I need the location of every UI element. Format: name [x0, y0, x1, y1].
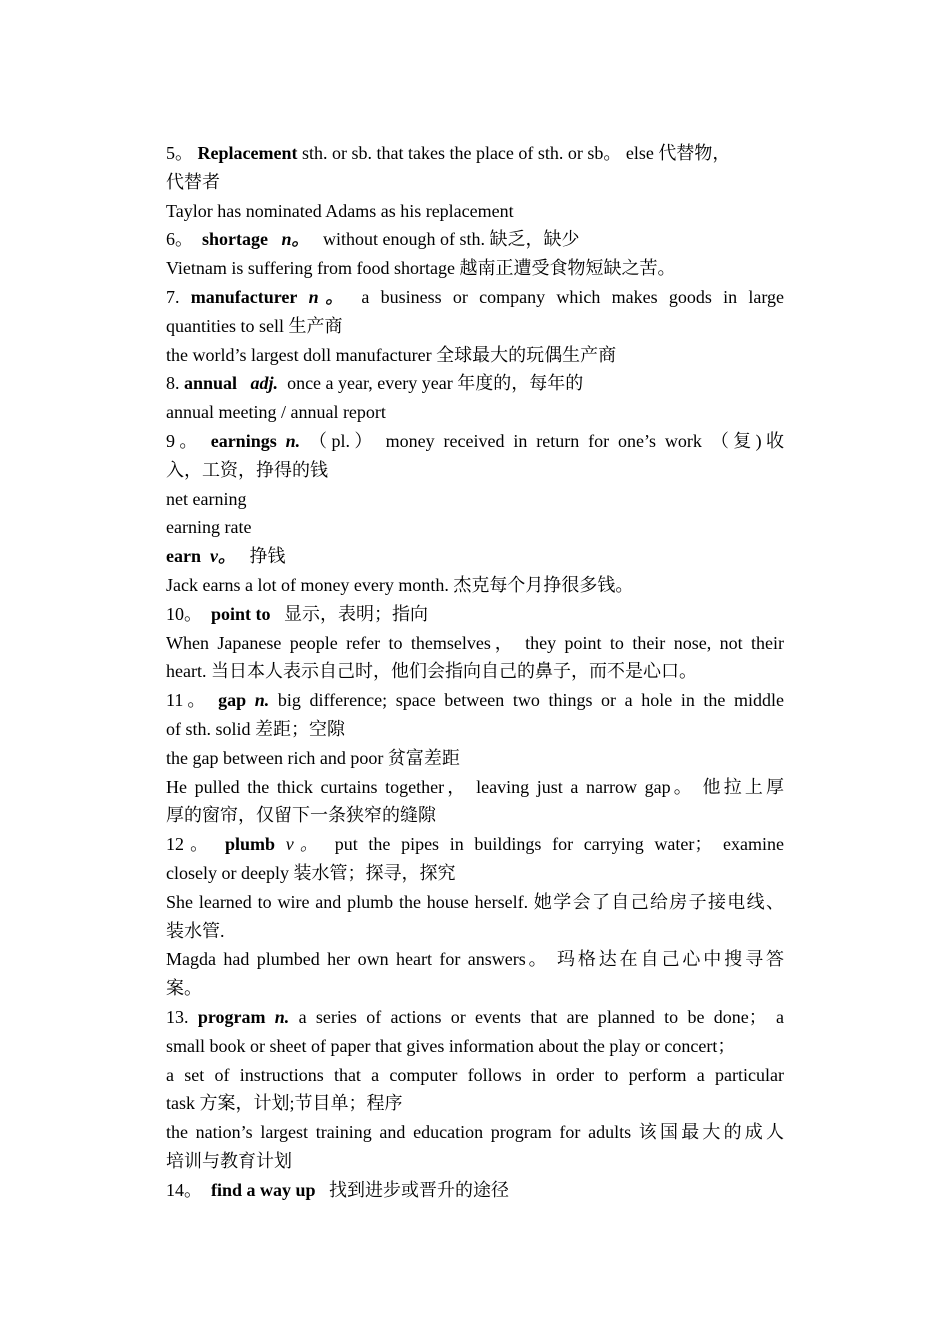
example-phrase: net earning [166, 488, 247, 509]
example-sentence-cont: 厚的窗帘，仅留下一条狭窄的缝隙 [166, 805, 436, 826]
entry-10-line-1 [166, 600, 784, 629]
example-sentence: She learned to wire and plumb the house herself. 她学会了自己给房子接电线、 [166, 891, 784, 912]
example-sentence-cont: 装水管. [166, 920, 225, 941]
entry-8-line-1 [166, 369, 784, 398]
entry-number: 13. [166, 1006, 189, 1027]
entry-5-line-2: 代替者 [166, 171, 220, 192]
sub-entry-earn [166, 542, 784, 571]
entry-9-line-1 [166, 427, 784, 456]
headword: find a way up [211, 1179, 316, 1200]
entry-11-line-1 [166, 686, 784, 715]
headword: Replacement [197, 143, 298, 163]
example-sentence-cont: 案。 [166, 978, 202, 999]
entry-12-line-2: closely or deeply 装水管；探寻，探究 [166, 862, 456, 883]
example-sentence: When Japanese people refer to themselves， they point to their nose, not their [166, 632, 784, 653]
part-of-speech: adj. [250, 373, 279, 394]
part-of-speech: n. [254, 690, 270, 711]
entry-13-line-1 [166, 1003, 784, 1032]
part-of-speech: n. [274, 1006, 290, 1027]
entry-number: 12。 [166, 834, 215, 855]
entry-number: 11。 [166, 690, 210, 711]
entry-6-line-1 [166, 225, 784, 254]
headword: earnings [210, 430, 277, 451]
definition: （pl.） money received in return for one’s work （复)收 [309, 430, 784, 451]
definition: 显示，表明；指向 [284, 603, 429, 624]
definition: put the pipes in buildings for carrying water； examine [334, 834, 784, 855]
part-of-speech: v。 [210, 546, 236, 567]
entry-number: 8. [166, 373, 180, 394]
sub-headword: earn [166, 546, 201, 567]
entry-number: 6。 [166, 229, 193, 250]
vocabulary-document [166, 139, 784, 1204]
part-of-speech: v。 [285, 834, 325, 855]
example-sentence-cont: heart. 当日本人表示自己时，他们会指向自己的鼻子，而不是心口。 [166, 661, 697, 682]
example-phrase: the gap between rich and poor 贫富差距 [166, 747, 460, 768]
headword: manufacturer [190, 286, 298, 307]
entry-number: 7. [166, 286, 180, 307]
entry-number: 5。 [166, 143, 193, 163]
example-sentence: He pulled the thick curtains together， leaving just a narrow gap。 他拉上厚 [166, 776, 784, 797]
headword: program [197, 1006, 266, 1027]
entry-13-line-4: task 方案，计划;节目单；程序 [166, 1093, 403, 1114]
definition: a business or company which makes goods in large [361, 286, 784, 307]
entry-5-line-1 [166, 139, 784, 168]
headword: shortage [202, 229, 268, 250]
part-of-speech: n. [285, 430, 301, 451]
entry-13-line-2: small book or sheet of paper that gives information about the play or concert； [166, 1035, 736, 1056]
entry-number: 9。 [166, 430, 202, 451]
entry-9-line-2: 入，工资，挣得的钱 [166, 459, 328, 480]
entry-13-line-3: a set of instructions that a computer follows in order to perform a particular [166, 1064, 784, 1085]
definition: 挣钱 [249, 546, 286, 567]
entry-number: 10。 [166, 603, 202, 624]
headword: point to [211, 603, 271, 624]
part-of-speech: n。 [281, 229, 310, 250]
example-sentence-cont: 培训与教育计划 [166, 1150, 292, 1171]
entry-11-line-2: of sth. solid 差距；空隙 [166, 718, 346, 739]
definition: sth. or sb. that takes the place of sth. or sb。 else 代替物， [297, 143, 731, 163]
entry-7-line-2: quantities to sell 生产商 [166, 315, 343, 336]
entry-7-line-1 [166, 283, 784, 312]
definition: big difference; space between two things or a hole in the middle [277, 690, 784, 711]
definition: once a year, every year 年度的，每年的 [282, 373, 584, 394]
definition: a series of actions or events that are planned to be done； a [298, 1006, 784, 1027]
example-sentence: the nation’s largest training and education program for adults 该国最大的成人 [166, 1122, 784, 1143]
definition: 找到进步或晋升的途径 [329, 1179, 510, 1200]
headword: plumb [225, 834, 276, 855]
example-sentence: Taylor has nominated Adams as his replacement [166, 200, 514, 221]
example-sentence: the world’s largest doll manufacturer 全球最大的玩偶生产商 [166, 344, 617, 365]
headword: gap [218, 690, 247, 711]
entry-number: 14。 [166, 1179, 202, 1200]
example-sentence: Vietnam is suffering from food shortage 越南正遭受食物短缺之苦。 [166, 258, 676, 279]
headword: annual [184, 373, 238, 394]
example-sentence: Jack earns a lot of money every month. 杰克每个月挣很多钱。 [166, 574, 634, 595]
entry-12-line-1 [166, 830, 784, 859]
example-sentence: annual meeting / annual report [166, 402, 386, 423]
example-phrase: earning rate [166, 517, 252, 538]
example-sentence: Magda had plumbed her own heart for answers。 玛格达在自己心中搜寻答 [166, 949, 784, 970]
definition: without enough of sth. 缺乏，缺少 [318, 229, 580, 250]
part-of-speech: n。 [308, 286, 351, 307]
entry-14-line-1 [166, 1176, 784, 1205]
